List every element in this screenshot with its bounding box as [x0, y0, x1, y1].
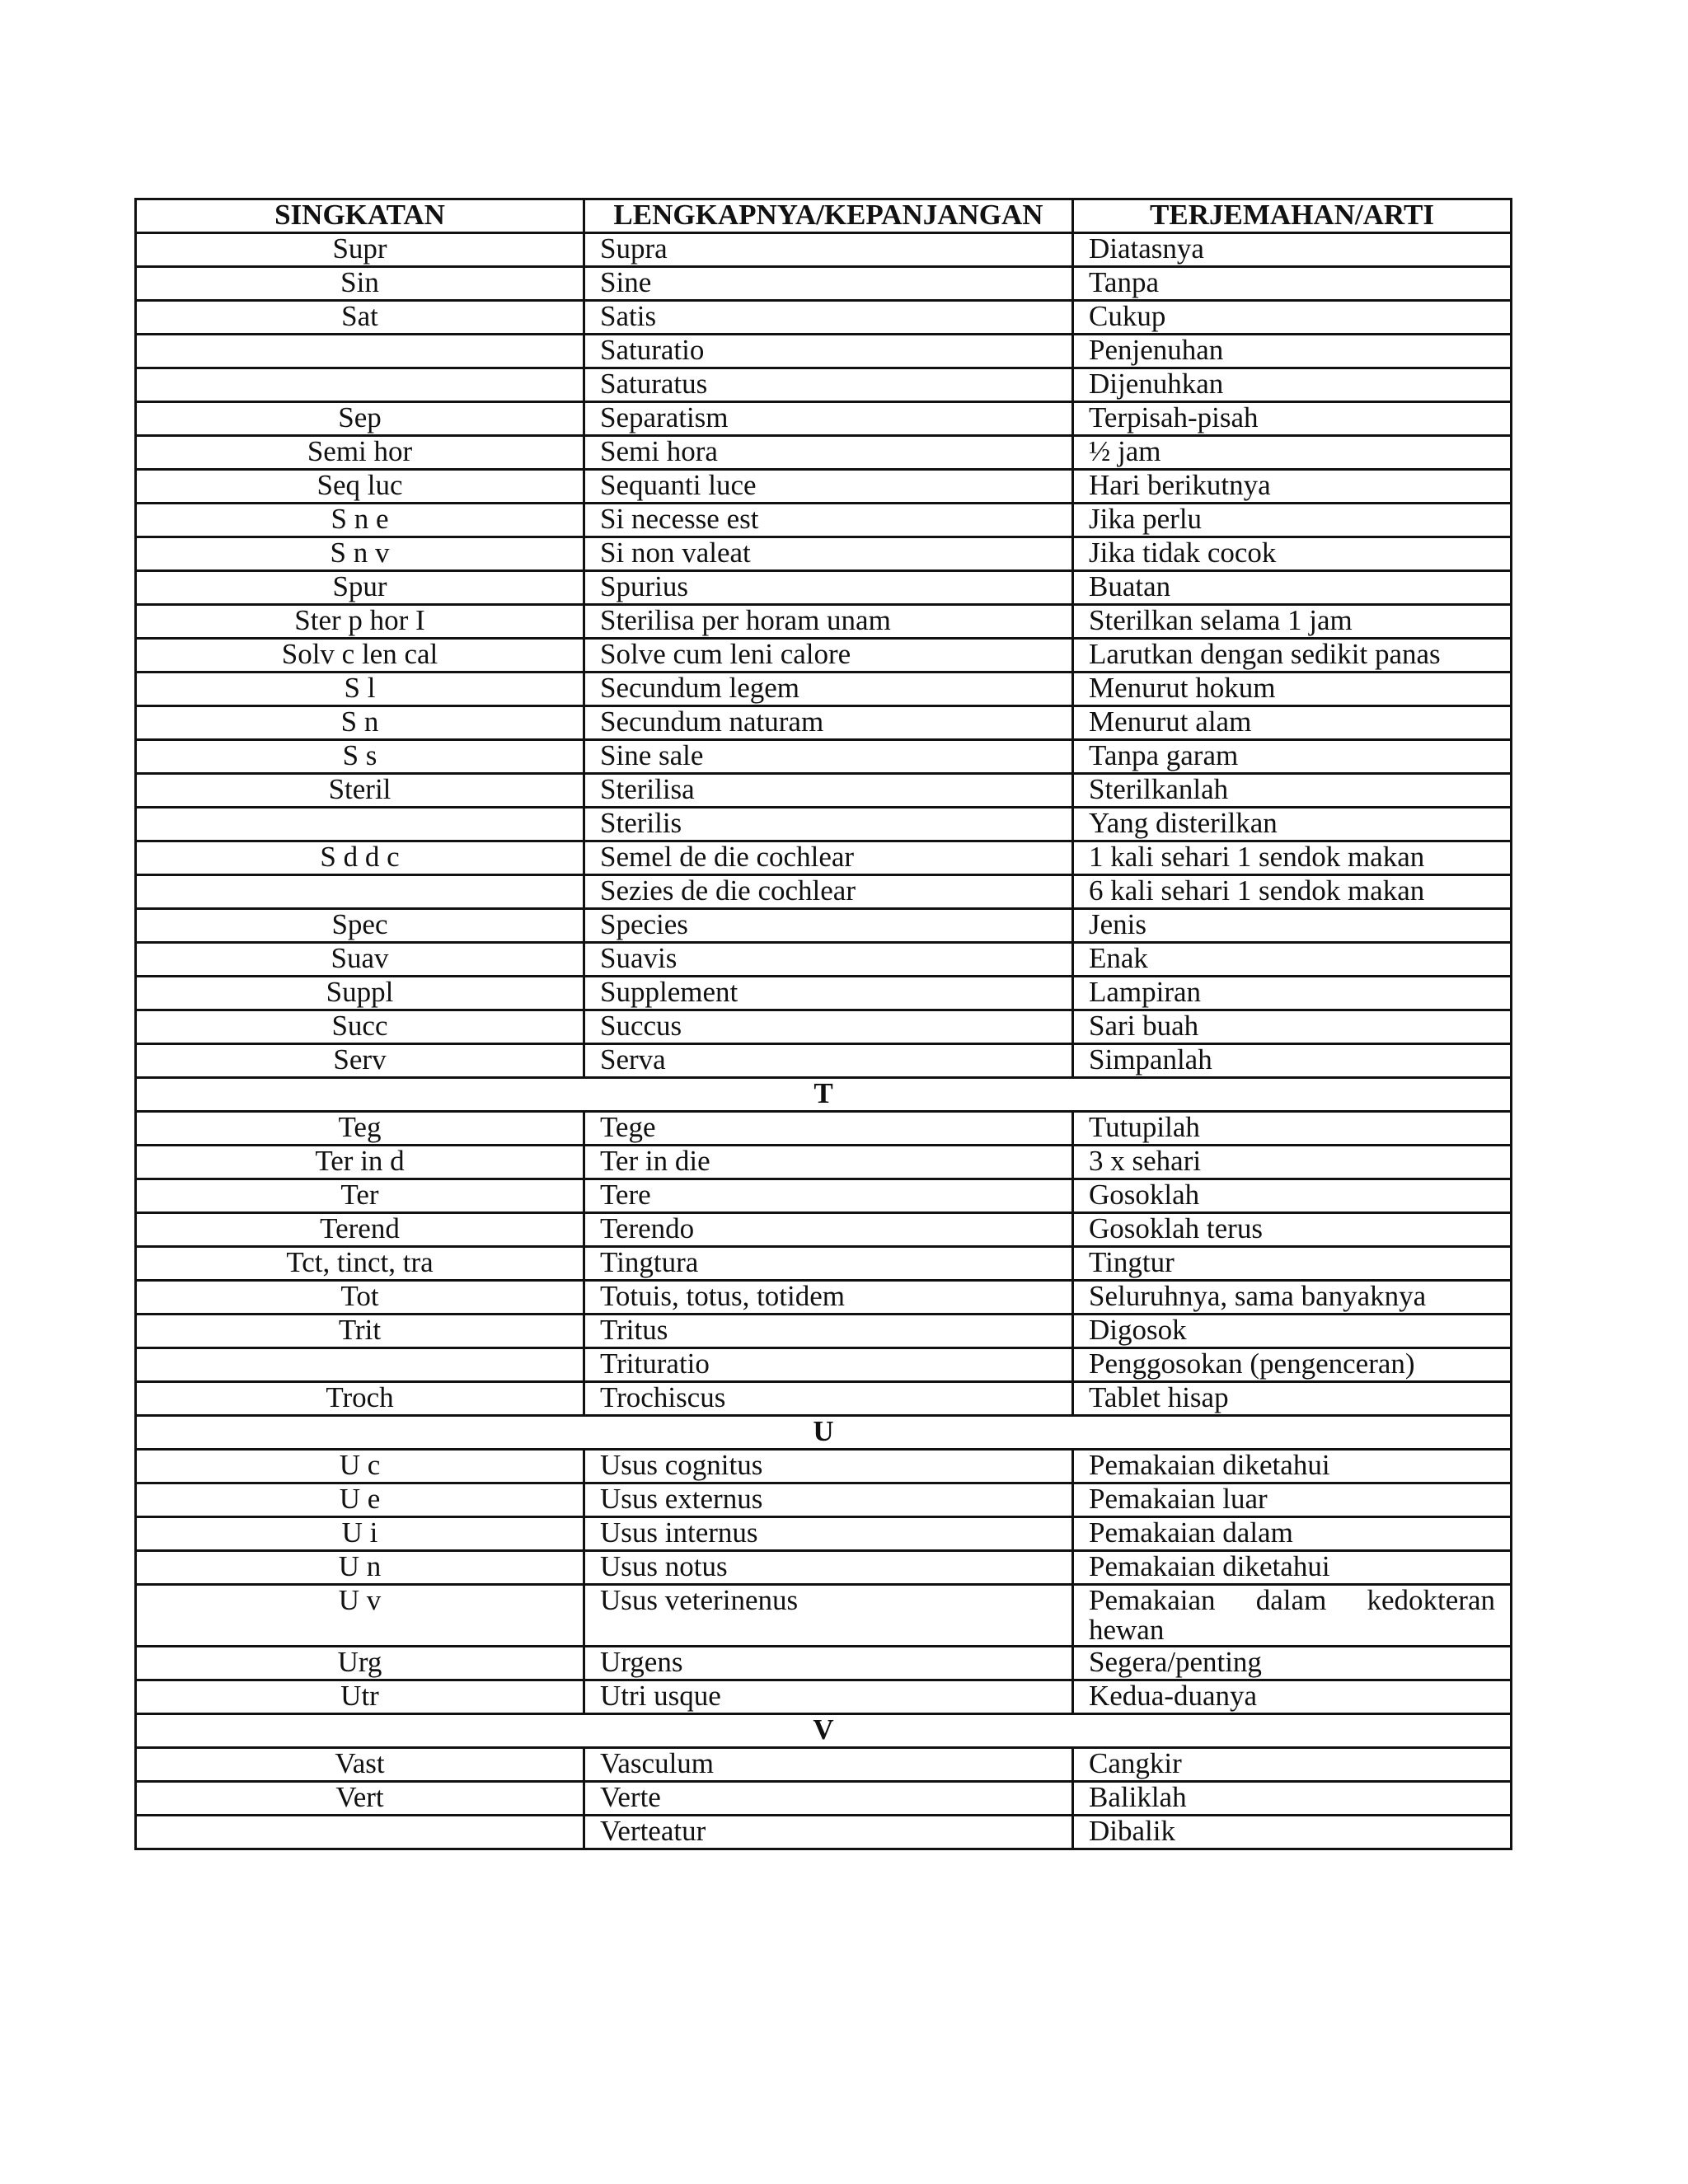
table-row	[136, 1112, 1512, 1146]
table-row	[136, 1647, 1512, 1680]
abbreviation-cell: U v	[136, 1585, 584, 1647]
meaning-cell: 3 x sehari	[1073, 1146, 1512, 1179]
full-form-cell: Usus internus	[584, 1517, 1073, 1551]
abbreviation-cell: Suppl	[136, 977, 584, 1010]
table-row	[136, 571, 1512, 605]
table-row	[136, 740, 1512, 774]
abbreviation-cell: Ter	[136, 1179, 584, 1213]
table-row	[136, 875, 1512, 909]
meaning-cell: Penjenuhan	[1073, 335, 1512, 368]
full-form-cell: Supplement	[584, 977, 1073, 1010]
full-form-cell: Verte	[584, 1782, 1073, 1816]
meaning-cell: Simpanlah	[1073, 1044, 1512, 1078]
abbreviation-cell: Serv	[136, 1044, 584, 1078]
section-row	[136, 1714, 1512, 1748]
abbreviation-cell: Trit	[136, 1315, 584, 1348]
abbreviation-cell	[136, 368, 584, 402]
table-row	[136, 1382, 1512, 1416]
full-form-cell: Supra	[584, 233, 1073, 267]
abbreviation-cell: Supr	[136, 233, 584, 267]
full-form-cell: Sequanti luce	[584, 470, 1073, 504]
meaning-cell: Tingtur	[1073, 1247, 1512, 1281]
abbreviation-cell: Spur	[136, 571, 584, 605]
full-form-cell: Tere	[584, 1179, 1073, 1213]
meaning-cell: Larutkan dengan sedikit panas	[1073, 639, 1512, 673]
abbreviation-cell: S s	[136, 740, 584, 774]
table-row	[136, 706, 1512, 740]
table-row	[136, 504, 1512, 537]
full-form-cell: Saturatio	[584, 335, 1073, 368]
table-row	[136, 470, 1512, 504]
meaning-cell: Cukup	[1073, 301, 1512, 335]
table-row	[136, 1213, 1512, 1247]
abbreviation-cell: Teg	[136, 1112, 584, 1146]
meaning-cell: Tanpa	[1073, 267, 1512, 301]
meaning-cell: Lampiran	[1073, 977, 1512, 1010]
meaning-cell: Jika tidak cocok	[1073, 537, 1512, 571]
full-form-cell: Verteatur	[584, 1816, 1073, 1849]
full-form-cell: Separatism	[584, 402, 1073, 436]
meaning-cell: Pemakaian luar	[1073, 1483, 1512, 1517]
abbreviation-cell: Spec	[136, 909, 584, 943]
abbreviation-cell: Suav	[136, 943, 584, 977]
full-form-cell: Secundum legem	[584, 673, 1073, 706]
meaning-cell: Gosoklah terus	[1073, 1213, 1512, 1247]
meaning-cell: Hari berikutnya	[1073, 470, 1512, 504]
table-row	[136, 943, 1512, 977]
meaning-cell: Tablet hisap	[1073, 1382, 1512, 1416]
table-row	[136, 808, 1512, 841]
abbreviation-cell: Semi hor	[136, 436, 584, 470]
abbreviation-cell: Vast	[136, 1748, 584, 1782]
header-full-form: LENGKAPNYA/KEPANJANGAN	[584, 199, 1073, 233]
meaning-cell: Dijenuhkan	[1073, 368, 1512, 402]
meaning-cell: Dibalik	[1073, 1816, 1512, 1849]
full-form-cell: Si necesse est	[584, 504, 1073, 537]
table-row	[136, 537, 1512, 571]
table-row	[136, 909, 1512, 943]
table-row	[136, 402, 1512, 436]
section-letter: V	[136, 1714, 1512, 1748]
full-form-cell: Sterilis	[584, 808, 1073, 841]
meaning-cell: Gosoklah	[1073, 1179, 1512, 1213]
table-row	[136, 1146, 1512, 1179]
abbreviation-cell: Solv c len cal	[136, 639, 584, 673]
abbreviation-cell: Steril	[136, 774, 584, 808]
table-row	[136, 1450, 1512, 1483]
meaning-cell: Seluruhnya, sama banyaknya	[1073, 1281, 1512, 1315]
full-form-cell: Trituratio	[584, 1348, 1073, 1382]
full-form-cell: Spurius	[584, 571, 1073, 605]
meaning-cell: Yang disterilkan	[1073, 808, 1512, 841]
abbreviation-cell: U i	[136, 1517, 584, 1551]
table-body	[136, 233, 1512, 1849]
meaning-cell: Sterilkanlah	[1073, 774, 1512, 808]
meaning-cell: 1 kali sehari 1 sendok makan	[1073, 841, 1512, 875]
meaning-cell: Jika perlu	[1073, 504, 1512, 537]
table-row	[136, 335, 1512, 368]
table-row	[136, 301, 1512, 335]
full-form-cell: Sezies de die cochlear	[584, 875, 1073, 909]
meaning-cell: Pemakaian diketahui	[1073, 1551, 1512, 1585]
section-letter: U	[136, 1416, 1512, 1450]
abbreviation-cell: Utr	[136, 1680, 584, 1714]
meaning-cell: Sari buah	[1073, 1010, 1512, 1044]
abbreviation-table	[134, 198, 1512, 1850]
table-row	[136, 841, 1512, 875]
full-form-cell: Usus veterinenus	[584, 1585, 1073, 1647]
abbreviation-cell: Troch	[136, 1382, 584, 1416]
full-form-cell: Sine sale	[584, 740, 1073, 774]
full-form-cell: Trochiscus	[584, 1382, 1073, 1416]
abbreviation-cell	[136, 808, 584, 841]
table-row	[136, 673, 1512, 706]
abbreviation-cell: Sat	[136, 301, 584, 335]
table-row	[136, 1816, 1512, 1849]
table-row	[136, 639, 1512, 673]
table-row	[136, 267, 1512, 301]
table-row	[136, 368, 1512, 402]
table-row	[136, 977, 1512, 1010]
meaning-cell: Tanpa garam	[1073, 740, 1512, 774]
table-row	[136, 1748, 1512, 1782]
full-form-cell: Sine	[584, 267, 1073, 301]
abbreviation-cell	[136, 1816, 584, 1849]
full-form-cell: Totuis, totus, totidem	[584, 1281, 1073, 1315]
table-row	[136, 1782, 1512, 1816]
full-form-cell: Tritus	[584, 1315, 1073, 1348]
full-form-cell: Terendo	[584, 1213, 1073, 1247]
full-form-cell: Usus externus	[584, 1483, 1073, 1517]
full-form-cell: Sterilisa	[584, 774, 1073, 808]
table-row	[136, 436, 1512, 470]
meaning-cell: Pemakaian diketahui	[1073, 1450, 1512, 1483]
meaning-cell: Penggosokan (pengenceran)	[1073, 1348, 1512, 1382]
table-row	[136, 1315, 1512, 1348]
full-form-cell: Semi hora	[584, 436, 1073, 470]
abbreviation-cell: S n	[136, 706, 584, 740]
abbreviation-cell: S l	[136, 673, 584, 706]
meaning-cell: Menurut alam	[1073, 706, 1512, 740]
header-row	[136, 199, 1512, 233]
full-form-cell: Tingtura	[584, 1247, 1073, 1281]
table-row	[136, 1483, 1512, 1517]
abbreviation-cell: Ter in d	[136, 1146, 584, 1179]
full-form-cell: Suavis	[584, 943, 1073, 977]
abbreviation-cell: U n	[136, 1551, 584, 1585]
abbreviation-cell	[136, 1348, 584, 1382]
full-form-cell: Satis	[584, 301, 1073, 335]
abbreviation-cell: Tot	[136, 1281, 584, 1315]
table-row	[136, 774, 1512, 808]
abbreviation-cell: Urg	[136, 1647, 584, 1680]
full-form-cell: Utri usque	[584, 1680, 1073, 1714]
meaning-cell: ½ jam	[1073, 436, 1512, 470]
full-form-cell: Usus cognitus	[584, 1450, 1073, 1483]
table-row	[136, 1348, 1512, 1382]
meaning-cell: Kedua-duanya	[1073, 1680, 1512, 1714]
meaning-cell: Menurut hokum	[1073, 673, 1512, 706]
abbreviation-cell: Sep	[136, 402, 584, 436]
abbreviation-cell: S n v	[136, 537, 584, 571]
header-abbreviation: SINGKATAN	[136, 199, 584, 233]
meaning-cell: Cangkir	[1073, 1748, 1512, 1782]
full-form-cell: Secundum naturam	[584, 706, 1073, 740]
meaning-cell: Terpisah-pisah	[1073, 402, 1512, 436]
abbreviation-cell: Tct, tinct, tra	[136, 1247, 584, 1281]
abbreviation-cell: Ster p hor I	[136, 605, 584, 639]
meaning-cell: Buatan	[1073, 571, 1512, 605]
full-form-cell: Urgens	[584, 1647, 1073, 1680]
full-form-cell: Species	[584, 909, 1073, 943]
section-row	[136, 1078, 1512, 1112]
full-form-cell: Solve cum leni calore	[584, 639, 1073, 673]
abbreviation-cell: Seq luc	[136, 470, 584, 504]
meaning-cell: Pemakaian dalam kedokteran hewan	[1073, 1585, 1512, 1647]
table-row	[136, 1044, 1512, 1078]
abbreviation-cell: S n e	[136, 504, 584, 537]
meaning-cell: Tutupilah	[1073, 1112, 1512, 1146]
meaning-cell: Baliklah	[1073, 1782, 1512, 1816]
table-row	[136, 1551, 1512, 1585]
abbreviation-cell	[136, 335, 584, 368]
abbreviation-cell: Vert	[136, 1782, 584, 1816]
table-row	[136, 1680, 1512, 1714]
table-row	[136, 1517, 1512, 1551]
full-form-cell: Tege	[584, 1112, 1073, 1146]
meaning-cell: Segera/penting	[1073, 1647, 1512, 1680]
header-meaning: TERJEMAHAN/ARTI	[1073, 199, 1512, 233]
meaning-cell: Diatasnya	[1073, 233, 1512, 267]
table-row	[136, 1585, 1512, 1647]
section-letter: T	[136, 1078, 1512, 1112]
full-form-cell: Succus	[584, 1010, 1073, 1044]
abbreviation-cell	[136, 875, 584, 909]
meaning-cell: 6 kali sehari 1 sendok makan	[1073, 875, 1512, 909]
section-row	[136, 1416, 1512, 1450]
table-row	[136, 1010, 1512, 1044]
table-row	[136, 1281, 1512, 1315]
table-row	[136, 1247, 1512, 1281]
meaning-cell: Jenis	[1073, 909, 1512, 943]
meaning-cell: Pemakaian dalam	[1073, 1517, 1512, 1551]
meaning-cell: Digosok	[1073, 1315, 1512, 1348]
abbreviation-cell: U e	[136, 1483, 584, 1517]
table-row	[136, 233, 1512, 267]
abbreviation-cell: Succ	[136, 1010, 584, 1044]
table-row	[136, 605, 1512, 639]
full-form-cell: Usus notus	[584, 1551, 1073, 1585]
abbreviation-cell: Terend	[136, 1213, 584, 1247]
full-form-cell: Ter in die	[584, 1146, 1073, 1179]
full-form-cell: Semel de die cochlear	[584, 841, 1073, 875]
full-form-cell: Si non valeat	[584, 537, 1073, 571]
table-row	[136, 1179, 1512, 1213]
abbreviation-cell: Sin	[136, 267, 584, 301]
meaning-cell: Enak	[1073, 943, 1512, 977]
abbreviation-cell: U c	[136, 1450, 584, 1483]
full-form-cell: Vasculum	[584, 1748, 1073, 1782]
full-form-cell: Serva	[584, 1044, 1073, 1078]
full-form-cell: Sterilisa per horam unam	[584, 605, 1073, 639]
abbreviation-cell: S d d c	[136, 841, 584, 875]
full-form-cell: Saturatus	[584, 368, 1073, 402]
meaning-cell: Sterilkan selama 1 jam	[1073, 605, 1512, 639]
